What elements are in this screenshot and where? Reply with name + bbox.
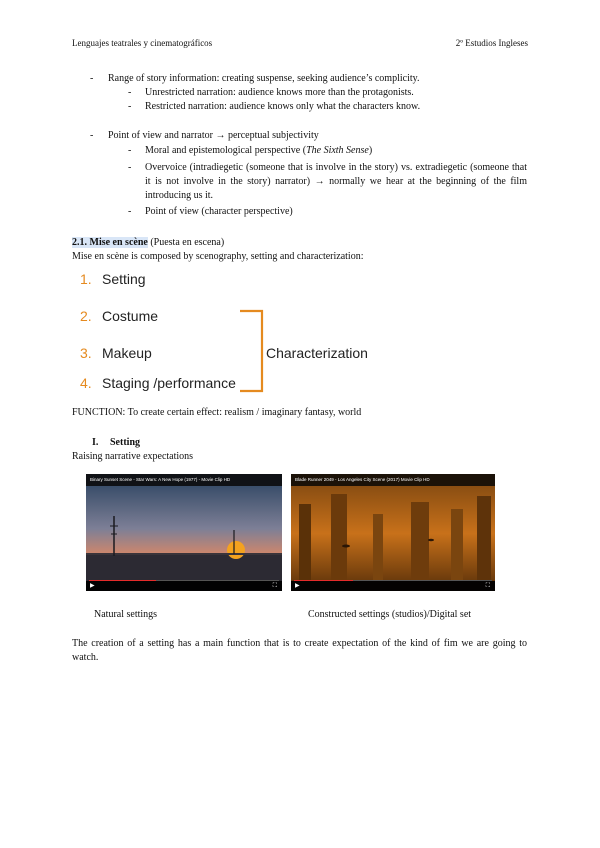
city-frame [291,474,495,591]
section-heading [72,236,224,250]
subsection-number: I. [92,437,99,448]
list-item-costume [80,308,158,324]
fullscreen-icon[interactable]: ⛶ [485,582,490,589]
video-player-city[interactable] [291,474,495,591]
section-heading-rest: (Puesta en escena) [147,237,225,248]
play-icon[interactable]: ▶ [90,582,95,589]
dash-marker: - [128,145,132,156]
list-number: 1. [80,271,92,287]
moral-text: Moral and epistemological perspective ( [145,145,307,156]
closing-paragraph: The creation of a setting has a main function that is to create expectation of the kind of fim we are going to watch. [72,638,527,663]
section-heading-bold: 2.1. Mise en scène [72,237,148,248]
video-controls [291,581,495,591]
list-label: Setting [102,271,146,287]
dash-marker: - [128,162,132,173]
section-intro: Mise en scène is composed by scenography, setting and characterization: [72,251,364,262]
characterization-label: Characterization [266,345,368,361]
dash-marker: - [128,87,132,98]
list-item-makeup [80,345,152,361]
dash-marker: - [90,73,94,84]
sub-bullet-unrestricted: Unrestricted narration: audience knows more than the protagonists. [145,87,414,98]
subsection-title: Setting [110,437,140,448]
bullet-range-story: Range of story information: creating suspense, seeking audience’s complicity. [108,73,420,84]
sub-bullet-character-perspective: Point of view (character perspective) [145,206,293,217]
video-title: Binary Sunset Scene - Star Wars: A New Hope (1977) - Movie Clip HD [90,477,231,482]
list-number: 4. [80,375,92,391]
bullet-point-of-view: Point of view and narrator → perceptual subjectivity [108,130,319,141]
list-item-setting [80,271,146,287]
moral-close: ) [368,145,373,156]
play-icon[interactable]: ▶ [295,582,300,589]
characterization-bracket [236,308,270,394]
sub-bullet-moral [145,144,530,158]
video-controls [86,581,282,591]
caption-constructed: Constructed settings (studios)/Digital set [308,609,472,620]
header-course: Lenguajes teatrales y cinematográficos [72,38,213,48]
list-label: Makeup [102,345,152,361]
fullscreen-icon[interactable]: ⛶ [272,582,277,589]
dash-marker: - [128,206,132,217]
list-number: 2. [80,308,92,324]
sub-bullet-restricted: Restricted narration: audience knows only what the characters know. [145,101,421,112]
video-player-sunset[interactable] [86,474,282,591]
header-degree: 2º Estudios Ingleses [455,38,528,48]
list-number: 3. [80,345,92,361]
film-title: The Sixth Sense [306,145,369,156]
sunset-frame [86,474,282,591]
dash-marker: - [90,130,94,141]
sub-bullet-overvoice: Overvoice (intradiegetic (someone that is involve in the story) vs. extradiegetic (someone that it is not involve in the story) narrator) → normally we hear at the beginning of the film introducing us it. [145,162,527,201]
subsection-subtitle: Raising narrative expectations [72,451,194,462]
video-title: Blade Runner 2049 - Los Angeles City Scene (2017) Movie Clip HD [295,477,430,482]
dash-marker: - [128,101,132,112]
list-label: Costume [102,308,159,324]
function-text: FUNCTION: To create certain effect: realism / imaginary fantasy, world [72,407,362,418]
caption-natural: Natural settings [94,609,158,620]
list-item-staging [80,375,236,391]
list-label: Staging /performance [102,375,236,391]
